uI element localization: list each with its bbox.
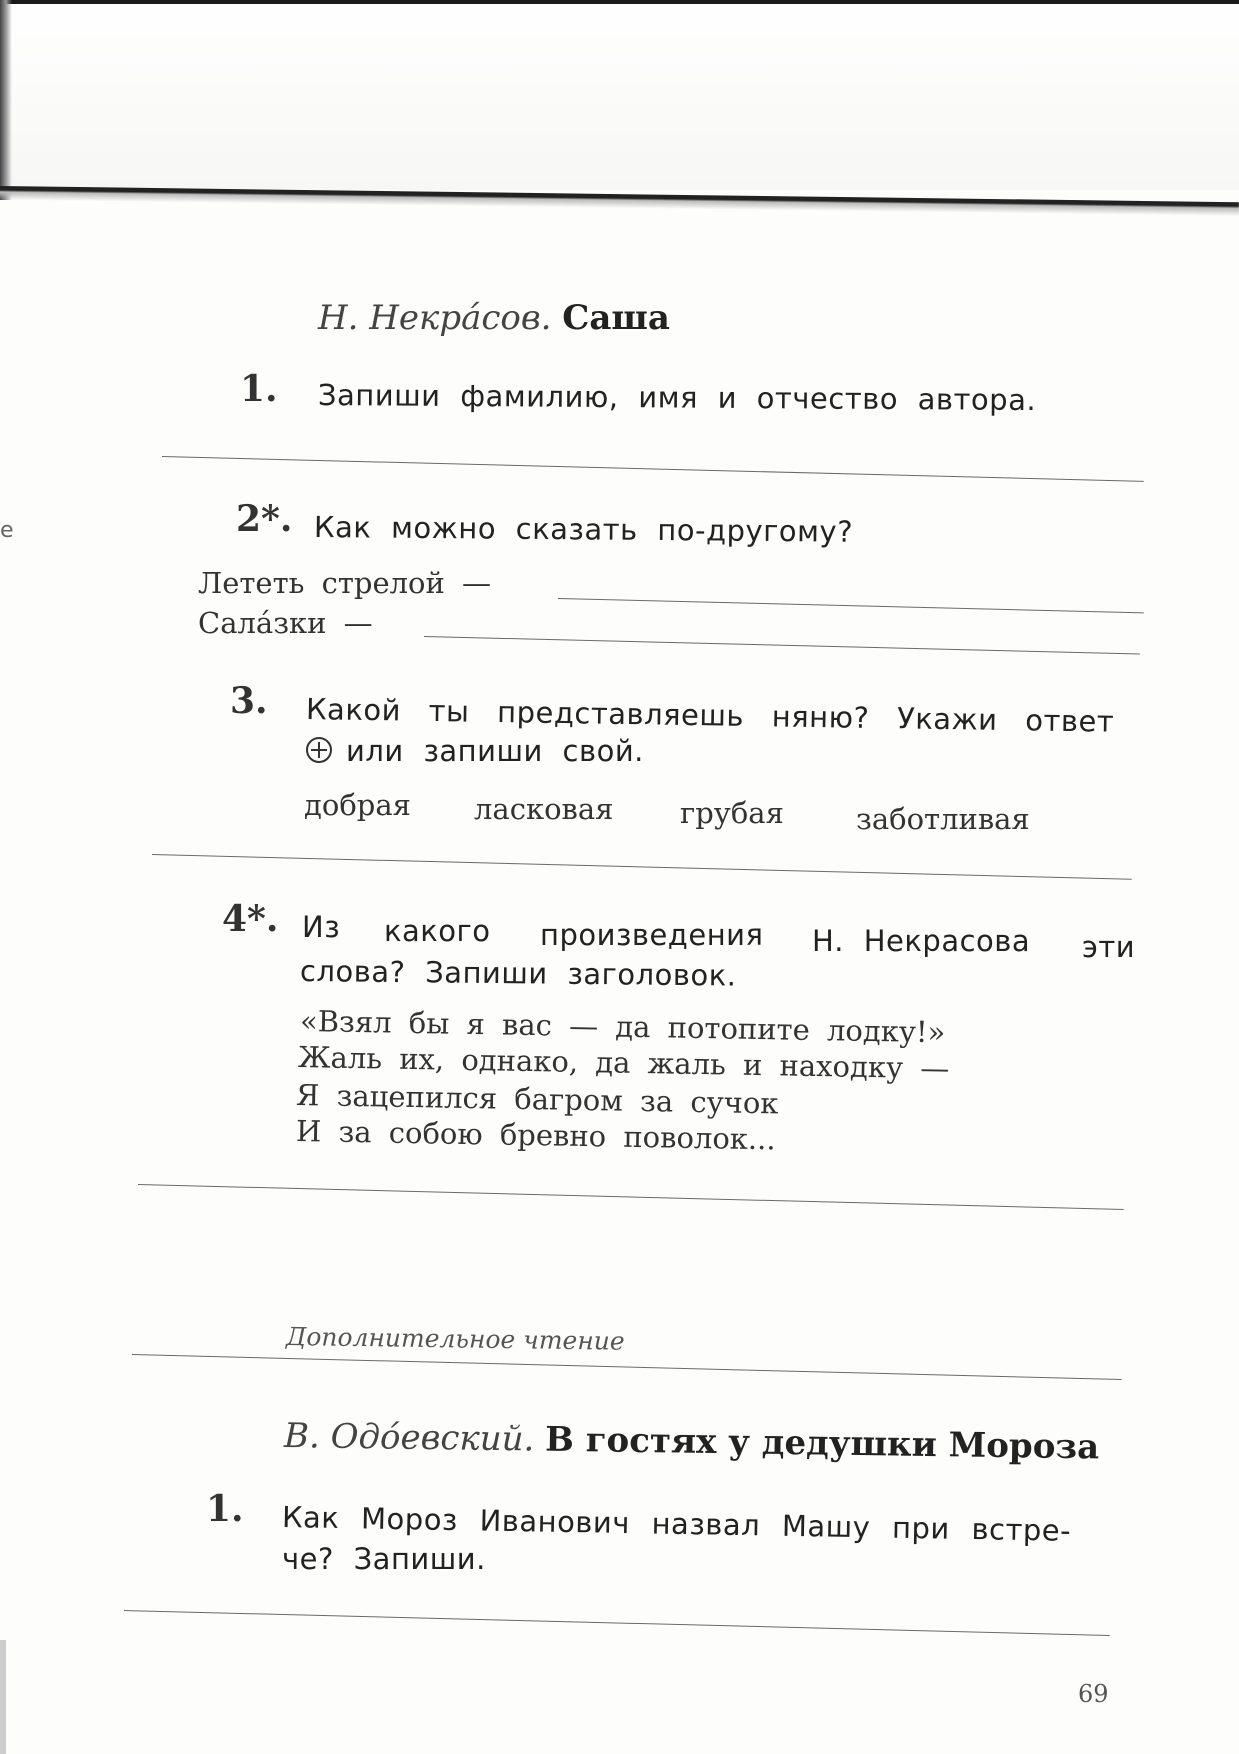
q3-option-1[interactable]: добрая [304,788,411,822]
q4-number: 4*. [222,898,279,940]
q4-verse-1: «Взял бы я вас — да потопите лодку!» [299,1004,946,1050]
q2-text: Как можно сказать по-другому? [313,510,854,549]
q1-text: Запиши фамилию, имя и отчество автора. [317,378,1037,418]
extra-reading-underline [132,1354,1122,1380]
q4-word-2: какого [384,914,491,948]
section1-title: Саша [562,298,670,338]
q2-answer-line-1[interactable] [558,598,1144,613]
q3-line-2: или запиши свой. [346,734,644,768]
q4-word-3: произведения [540,918,764,952]
q3-line-1: Какой ты представляешь няню? Укажи ответ [305,692,1115,739]
q2-answer-line-2[interactable] [424,636,1140,654]
section2-heading [284,1416,1100,1467]
scan-left-shadow [0,0,12,200]
section2-q1-line-2: че? Запиши. [282,1542,486,1576]
q4-line-2: слова? Запиши заголовок. [299,954,737,993]
q2-phrase-1: Лететь стрелой — [198,566,492,600]
page-edge-shadow [0,186,1239,216]
q2-number: 2*. [236,498,293,540]
circle-plus-icon [306,737,332,763]
q4-word-5: эти [1082,930,1136,964]
section2-q1-number: 1. [206,1488,244,1530]
q4-verse-4: И за собою бревно поволок... [295,1114,776,1157]
q4-answer-line[interactable] [138,1184,1124,1210]
extra-reading-label: Дополнительное чтение [285,1322,625,1356]
q3-option-2[interactable]: ласковая [474,792,614,826]
q3-line-2-wrap [306,734,644,768]
margin-mark: е [0,518,14,543]
q4-verse-2: Жаль их, однако, да жаль и находку — [297,1040,950,1086]
q3-answer-line[interactable] [152,854,1132,880]
section1-heading [318,298,670,338]
scan-top-area [0,0,1239,190]
q1-answer-line[interactable] [162,456,1144,482]
section2-title: В гостях у дедушки Мороза [544,1419,1100,1468]
q4-word-1: Из [302,910,341,944]
section2-author: В. Одо́евский. [283,1416,535,1460]
q4-word-4: Н. Некрасова [812,924,1031,958]
page-number: 69 [1078,1680,1109,1708]
q4-verse-3: Я зацепился багром за сучок [295,1078,779,1121]
q3-number: 3. [230,680,268,722]
section2-q1-answer-line[interactable] [124,1610,1110,1636]
q1-number: 1. [240,368,278,410]
scan-left-stripe [0,1640,6,1754]
q3-option-3[interactable]: грубая [680,796,784,830]
q3-option-4[interactable]: заботливая [856,802,1030,836]
section1-author: Н. Некра́сов. [318,298,552,338]
section2-q1-line-1: Как Мороз Иванович назвал Машу при встре- [281,1500,1072,1548]
q2-phrase-2: Сала́зки — [198,606,373,640]
